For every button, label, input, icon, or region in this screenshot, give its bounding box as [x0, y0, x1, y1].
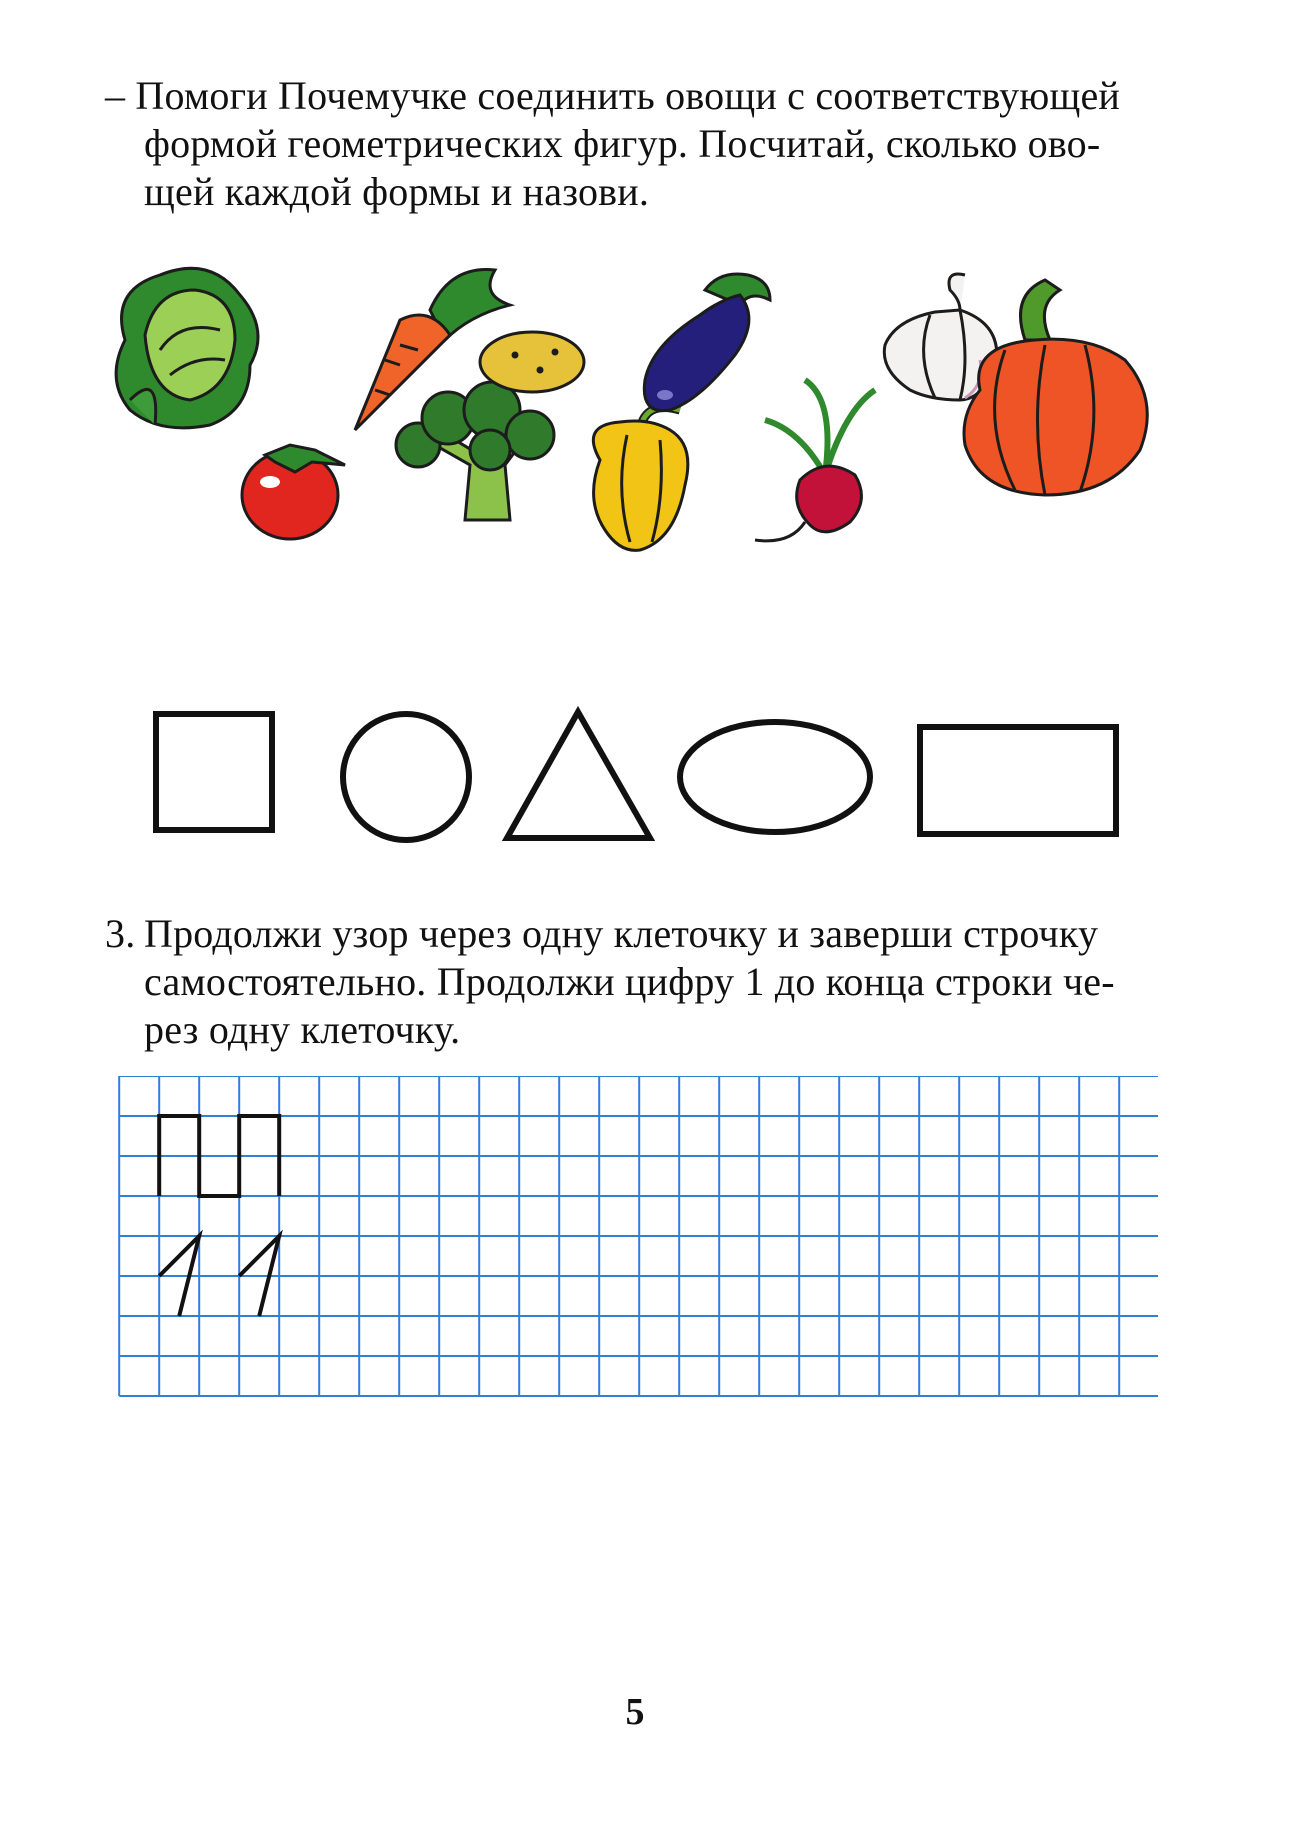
squared-grid[interactable]	[118, 1076, 1158, 1406]
circle-shape	[343, 714, 469, 840]
task1-instruction	[105, 72, 1175, 216]
task3-line-3: рез одну клеточку.	[144, 1007, 461, 1052]
task3-instruction	[105, 910, 1175, 1054]
task1-line-2: формой геометрических фигур. Посчитай, сколько ово-	[144, 121, 1101, 166]
eggplant-icon	[644, 274, 770, 411]
vegetables-illustration	[100, 250, 1180, 560]
page-number: 5	[625, 1691, 645, 1733]
tomato-icon	[242, 445, 345, 539]
grid-lines	[119, 1076, 1158, 1396]
square-shape	[156, 714, 272, 830]
potato-icon	[480, 332, 584, 392]
broccoli-icon	[396, 382, 554, 520]
triangle-shape	[507, 712, 650, 838]
task1-line-3: щей каждой формы и назови.	[144, 169, 650, 214]
task1-line-1: – Помоги Почемучке соединить овощи с соответствующей	[105, 73, 1121, 118]
pumpkin-icon	[964, 280, 1147, 495]
task3-line-1: 3. Продолжи узор через одну клеточку и заверши строчку	[105, 911, 1099, 956]
radish-icon	[755, 380, 875, 541]
oval-shape	[680, 722, 870, 832]
task3-line-2: самостоятельно. Продолжи цифру 1 до конца строки че-	[144, 959, 1115, 1004]
geometric-shapes-row	[140, 700, 1140, 850]
bell-pepper-icon	[593, 408, 688, 551]
task3-number: 3.	[105, 911, 136, 956]
rectangle-shape	[920, 727, 1116, 834]
cabbage-icon	[116, 268, 258, 428]
